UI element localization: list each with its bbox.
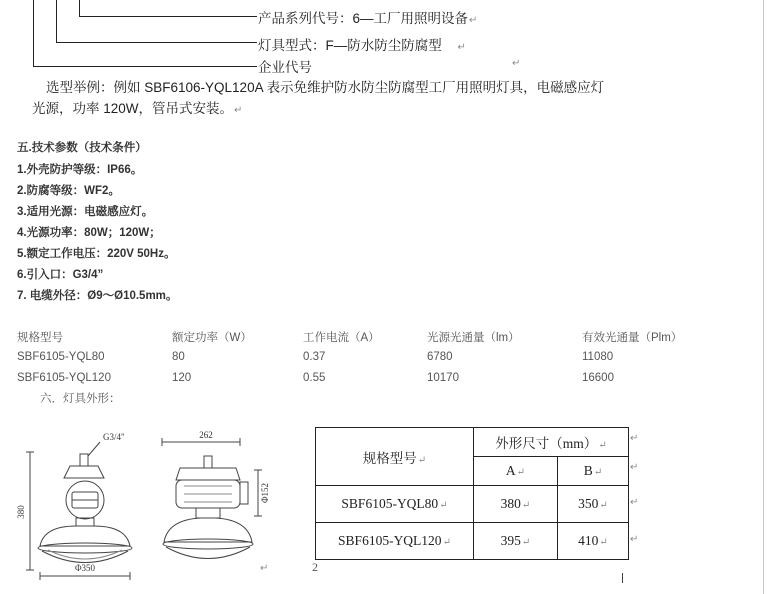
b-value: 410 — [578, 533, 599, 548]
thread-label: G3/4" — [103, 432, 125, 442]
col-a-header-cell — [474, 457, 558, 486]
model-value: SBF6105-YQL120 — [338, 533, 442, 548]
front-view — [26, 432, 132, 580]
tree-line — [79, 0, 80, 16]
paragraph-mark: ↵ — [521, 500, 531, 511]
cell-model: SBF6105-YQL120 — [17, 372, 111, 384]
dimension-table — [315, 427, 629, 560]
header-power: 额定功率（W） — [172, 332, 252, 344]
table-row — [316, 486, 629, 523]
spec-item: 7. 电缆外径：Ø9～Ø10.5mm。 — [17, 290, 178, 302]
paragraph-mark: ↵ — [630, 462, 639, 473]
paragraph-mark: ↵ — [598, 440, 607, 451]
height-label: 380 — [16, 505, 26, 519]
table-row — [316, 523, 629, 560]
tree-line — [33, 0, 34, 66]
model-value: SBF6105-YQL80 — [341, 496, 439, 511]
paragraph-mark: ↵ — [234, 105, 243, 116]
lamp-type-label: 灯具型式：F—防水防尘防腐型 — [258, 38, 442, 53]
b-value: 350 — [578, 496, 599, 511]
col-b-header: B — [583, 463, 593, 478]
paragraph-mark: ↵ — [439, 500, 448, 511]
paragraph-mark: ↵ — [516, 467, 526, 478]
paragraph-mark: ↵ — [469, 15, 478, 26]
page-number: 2 — [312, 560, 318, 574]
example-line-1: 选型举例：例如 SBF6106-YQL120A 表示免维护防水防尘防腐型工厂用照明灯具，电磁感应灯 — [46, 80, 605, 95]
spec-item: 2.防腐等级：WF2。 — [17, 185, 120, 197]
paragraph-mark: ↵ — [442, 537, 451, 548]
cell-current: 0.55 — [303, 372, 326, 384]
cell-a — [474, 523, 558, 560]
cell-a — [474, 486, 558, 523]
spec-item: 4.光源功率：80W；120W； — [17, 227, 161, 239]
tree-line — [79, 16, 257, 17]
header-model: 规格型号 — [17, 332, 63, 344]
text-cursor — [622, 573, 623, 583]
cell-effective-lumen: 16600 — [582, 372, 614, 384]
paragraph-mark: ↵ — [457, 42, 466, 53]
spec-item: 5.额定工作电压：220V 50Hz。 — [17, 248, 176, 260]
diameter-label: Φ350 — [74, 563, 96, 573]
spec-item: 1.外壳防护等级：IP66。 — [17, 164, 143, 176]
paragraph-mark: ↵ — [417, 454, 427, 466]
cell-effective-lumen: 11080 — [582, 351, 614, 363]
spec-item: 3.适用光源：电磁感应灯。 — [17, 206, 154, 218]
cell-model — [316, 486, 474, 523]
table-header-row — [316, 428, 629, 457]
side-diameter-label: Φ152 — [260, 482, 270, 504]
series-code-label: 产品系列代号：6—工厂用照明设备 — [258, 11, 469, 26]
tree-line — [56, 42, 257, 43]
model-header: 规格型号 — [362, 450, 417, 466]
header-current: 工作电流（A） — [303, 332, 380, 344]
paragraph-mark: ↵ — [521, 537, 531, 548]
paragraph-mark: ↵ — [260, 563, 269, 574]
cell-lumen: 10170 — [427, 372, 459, 384]
size-header: 外形尺寸（mm） — [495, 436, 598, 451]
header-effective-lumen: 有效光通量（Plm） — [582, 332, 683, 344]
paragraph-mark: ↵ — [630, 433, 639, 444]
cell-model — [316, 523, 474, 560]
cell-current: 0.37 — [303, 351, 326, 363]
paragraph-mark: ↵ — [599, 500, 608, 511]
size-header-cell — [474, 428, 629, 457]
a-value: 380 — [500, 496, 521, 511]
cell-power: 120 — [172, 372, 192, 384]
spec-item: 6.引入口：G3/4” — [17, 269, 104, 281]
header-lumen: 光源光通量（lm） — [427, 332, 520, 344]
example-line-2: 光源，功率 120W，管吊式安装。 — [32, 101, 234, 116]
cell-lumen: 6780 — [427, 351, 453, 363]
lamp-drawing — [0, 420, 310, 585]
col-b-header-cell — [558, 457, 629, 486]
paragraph-mark: ↵ — [512, 58, 521, 69]
cell-model: SBF6105-YQL80 — [17, 351, 105, 363]
tree-line — [56, 0, 57, 42]
shape-heading: 六．灯具外形： — [40, 393, 121, 405]
model-header-cell — [316, 428, 474, 486]
col-a-header: A — [505, 463, 516, 478]
cell-b — [558, 523, 629, 560]
company-code-label: 企业代号 — [258, 60, 312, 75]
tree-line — [33, 66, 257, 67]
paragraph-mark: ↵ — [630, 534, 639, 545]
paragraph-mark: ↵ — [599, 537, 608, 548]
paragraph-mark: ↵ — [630, 497, 639, 508]
width-label: 262 — [199, 430, 213, 440]
a-value: 395 — [500, 533, 521, 548]
specs-heading: 五.技术参数（技术条件） — [17, 142, 147, 154]
page-margin-line — [763, 0, 764, 594]
paragraph-mark: ↵ — [593, 467, 603, 478]
side-view — [162, 438, 262, 559]
cell-power: 80 — [172, 351, 185, 363]
cell-b — [558, 486, 629, 523]
